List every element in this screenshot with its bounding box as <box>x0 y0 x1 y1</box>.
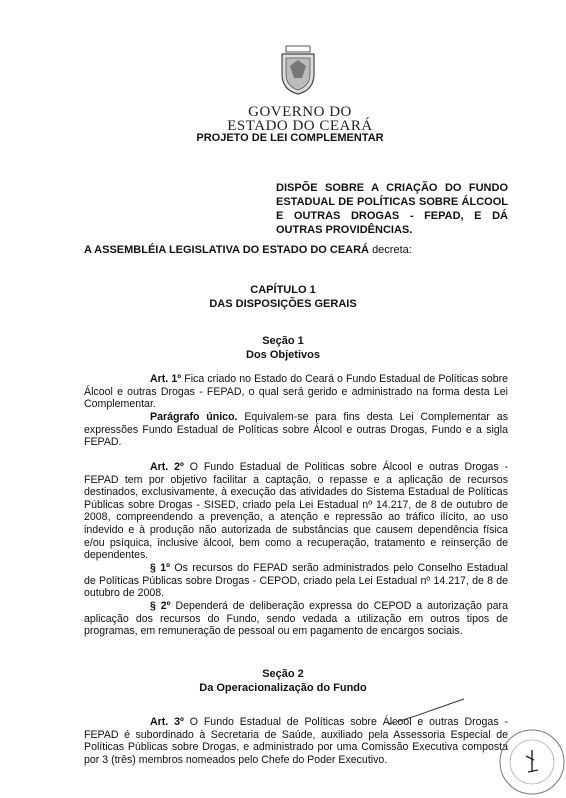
paragraph-1-text: Os recursos do FEPAD serão administrados pelo Conselho Estadual de Políticas Públicas sobre Drogas - CEPOD, criado pela Lei Estadual nº 14.217, de 8 de outubro de 2008. <box>84 562 508 600</box>
coat-of-arms-icon <box>278 44 318 96</box>
ementa: DISPÕE SOBRE A CRIAÇÃO DO FUNDO ESTADUAL DE POLÍTICAS SOBRE ÁLCOOL E OUTRAS DROGAS - FEPAD, E DÁ OUTRAS PROVIDÊNCIAS. <box>276 182 508 236</box>
government-title-line2: ESTADO DO CEARÁ <box>227 118 373 134</box>
article-2-paragraph-2 <box>84 600 508 638</box>
project-type: PROJETO DE LEI COMPLEMENTAR <box>196 132 384 144</box>
article-1-sole-paragraph <box>84 411 508 449</box>
government-title-line1: GOVERNO DO <box>248 104 352 120</box>
chapter-heading <box>60 283 506 311</box>
article-3-label: Art. 3º <box>150 716 184 728</box>
section2-title: Seção 2 <box>262 668 304 680</box>
article-3-text: O Fundo Estadual de Políticas sobre Álcool e outras Drogas - FEPAD é subordinado à Secretaria de Saúde, auxiliado pela Assessoria Especial de Políticas Públicas sobre Drogas, e administrado por uma Comissão Executiva composta por 3 (três) membros nomeados pelo Chefe do Poder Executivo. <box>84 716 508 766</box>
section2-heading <box>60 667 506 695</box>
handwritten-initials-icon <box>386 698 466 728</box>
paragraph-1-label: § 1º <box>150 562 170 574</box>
chapter-subtitle: DAS DISPOSIÇÕES GERAIS <box>209 298 357 310</box>
chapter-title: CAPÍTULO 1 <box>250 284 316 296</box>
sole-paragraph-label: Parágrafo único. <box>150 411 238 423</box>
procuradoria-stamp-icon <box>496 726 566 798</box>
section1-title: Seção 1 <box>262 335 304 347</box>
enacting-clause <box>84 244 412 256</box>
article-2 <box>84 461 508 562</box>
section1-heading <box>60 334 506 362</box>
article-2-text: O Fundo Estadual de Políticas sobre Álcool e outras Drogas - FEPAD tem por objetivo facilitar a captação, o repasse e a aplicação de recursos destinados, exclusivamente, à execução das atividades do Sistema Estadual de Políticas Públicas sobre Drogas - SISED, criado pela Lei Estadual nº 14.217, de 8 de outubro de 2008, compreendendo a prevenção, a atenção e repressão ao tráfico ilícito, ao uso indevido e à produção não autorizada de substâncias que causem dependência física e/ou psíquica, inclusive álcool, bem como a recuperação, tratamento e reinserção de dependentes. <box>84 461 508 562</box>
article-1-label: Art. 1º <box>150 373 182 385</box>
paragraph-2-text: Dependerá de deliberação expressa do CEPOD a autorização para aplicação dos recursos do Fundo, sendo vedada a utilização em outros tipos de programas, em remuneração de pessoal ou em pagamento de encargos sociais. <box>84 600 508 638</box>
article-1 <box>84 373 508 411</box>
enacting-clause-normal: decreta: <box>372 244 412 256</box>
sole-paragraph-text: Equivalem-se para fins desta Lei Complementar as expressões Fundo Estadual de Políticas sobre Álcool e outras Drogas, Fundo e a sigla FEPAD. <box>84 411 508 449</box>
article-1-text: Fica criado no Estado do Ceará o Fundo Estadual de Políticas sobre Álcool e outras Drogas - FEPAD, o qual será gerido e administrado na forma desta Lei Complementar. <box>84 373 509 411</box>
section2-subtitle: Da Operacionalização do Fundo <box>199 682 367 694</box>
section1-subtitle: Dos Objetivos <box>246 349 320 361</box>
article-2-label: Art. 2º <box>150 461 184 473</box>
paragraph-2-label: § 2º <box>150 600 171 612</box>
enacting-clause-bold: A ASSEMBLÉIA LEGISLATIVA DO ESTADO DO CEARÁ <box>84 244 369 256</box>
article-2-paragraph-1 <box>84 562 508 600</box>
